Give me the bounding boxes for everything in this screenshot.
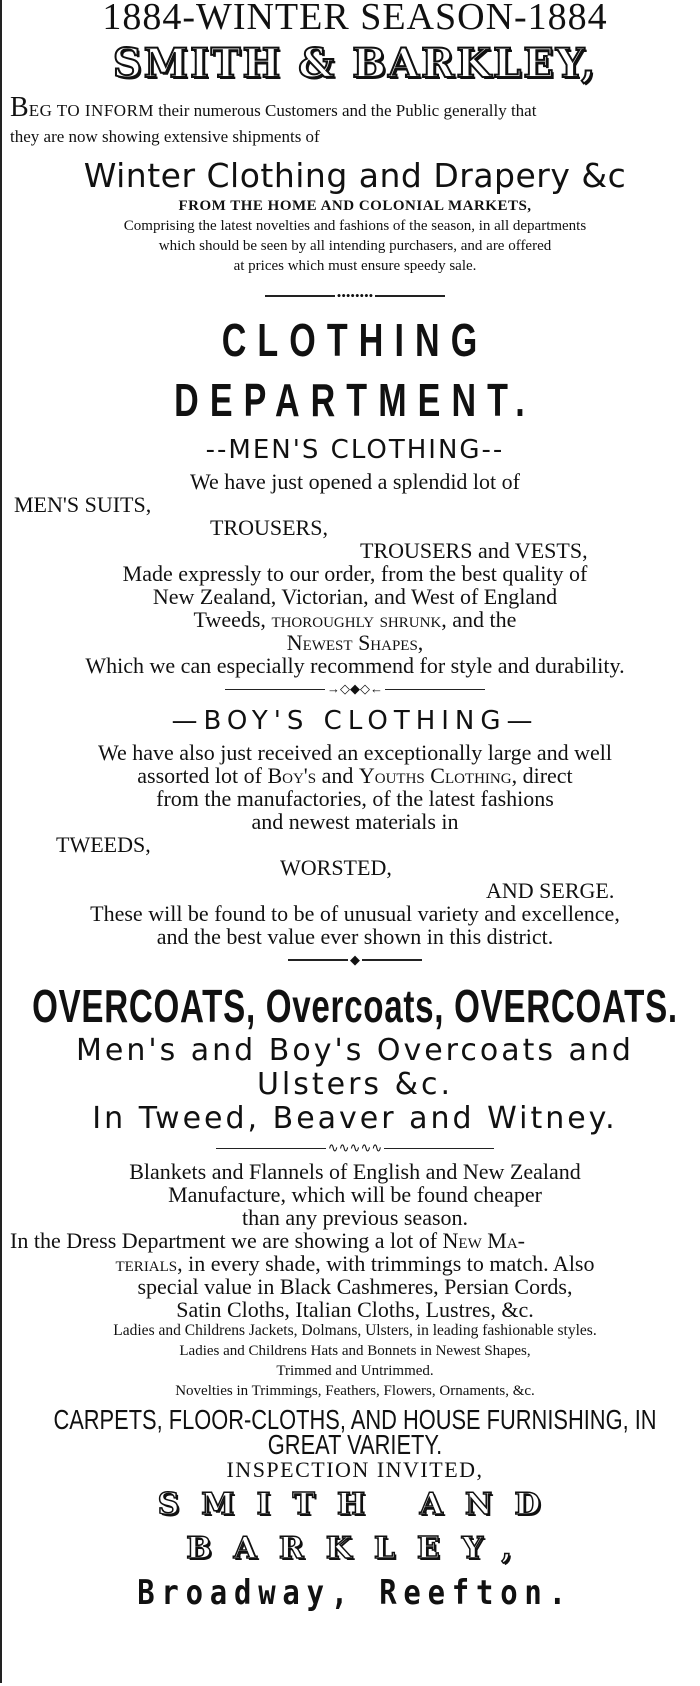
intro-line1: their numerous Customers and the Public generally that [154,101,537,120]
rule-ornament-1: •••••••• [336,288,374,303]
mens-line5: Newest Shapes, [286,630,424,655]
furnishing-line2: GREAT VARIETY. [267,1429,443,1460]
ornamental-rule-1 [10,284,700,308]
rule-ornament-4: ∿∿∿∿∿ [327,1140,383,1155]
drapery-line1: Blankets and Flannels of English and New Zealand [129,1159,581,1184]
ornamental-rule-2 [10,677,700,701]
boys-line2a: assorted lot of [137,763,268,788]
ornamental-rule-3 [10,948,700,972]
drop-cap: B [10,92,29,123]
clothing-department-heading: CLOTHING DEPARTMENT. [174,314,536,426]
markets-line3: which should be seen by all intending purchasers, and are offered [158,238,552,254]
boys-item-tweeds: TWEEDS, [56,832,151,857]
boys-line4: and newest materials in [251,809,459,834]
drapery-line4a: In the Dress Department we are showing a lot of [10,1228,443,1253]
drapery-line9: Ladies and Childrens Hats and Bonnets in Newest Shapes, [179,1343,531,1359]
boys-item-serge: AND SERGE. [486,878,615,903]
drapery-line3: than any previous season. [241,1205,469,1230]
mens-line4b: , and the [441,607,517,632]
boys-line3: from the manufactories, of the latest fashions [156,786,554,811]
ornamental-rule-4 [10,1136,700,1160]
overcoats-heading: OVERCOATS, Overcoats, OVERCOATS. [32,980,678,1032]
firm-name-footer: SMITH AND BARKLEY, [157,1487,563,1566]
mens-item-trousers-vests: TROUSERS and VESTS, [360,538,588,563]
mens-item-suits: MEN'S SUITS, [14,492,152,517]
drapery-line2: Manufacture, which will be found cheaper [168,1182,542,1207]
season-heading: 1884-WINTER SEASON-1884 [102,0,608,38]
mens-line4-shrunk: thoroughly shrunk [271,607,442,632]
drapery-line8: Ladies and Childrens Jackets, Dolmans, Ulsters, in leading fashionable styles. [113,1322,597,1339]
boys-line2c: , direct [511,763,573,788]
drapery-line10: Trimmed and Untrimmed. [276,1363,434,1379]
ladies-paragraph [10,1321,700,1401]
boys-line1: We have also just received an exceptionally large and well [97,740,612,765]
mens-clothing-paragraph [10,470,700,677]
boys-line2-boys: Boy's [267,763,317,788]
drapery-line5b: , in every shade, with trimmings to match. Also [177,1251,595,1276]
furnishing-paragraph [10,1404,700,1460]
intro-caps: EG TO INFORM [28,101,155,120]
mens-line1: We have just opened a splendid lot of [190,469,520,494]
drapery-line4-new: New Ma- [442,1228,525,1253]
rule-ornament-3: ◆ [350,952,360,967]
intro-paragraph [10,92,700,150]
overcoats-line2: Ulsters &c. [256,1067,454,1102]
drapery-line5-materials: terials [115,1251,178,1276]
drapery-line6: special value in Black Cashmeres, Persian Cords, [137,1274,573,1299]
firm-address: Broadway, Reefton. [137,1573,573,1613]
boys-line2b: and [316,763,359,788]
boys-clothing-heading: —BOY'S CLOTHING— [171,706,539,736]
mens-line3: New Zealand, Victorian, and West of England [152,584,558,609]
mens-item-trousers: TROUSERS, [210,515,328,540]
mens-line2: Made expressly to our order, from the best quality of [122,561,588,586]
winter-clothing-heading: Winter Clothing and Drapery &c [83,156,627,195]
markets-line2: Comprising the latest novelties and fashions of the season, in all departments [123,218,587,234]
boys-line6: and the best value ever shown in this district. [156,924,554,949]
furnishing-line1: CARPETS, FLOOR-CLOTHS, AND HOUSE FURNISHING, IN [53,1404,657,1435]
rule-ornament-2: →◇◆◇← [327,681,383,696]
markets-paragraph [10,196,700,276]
markets-line4: at prices which must ensure speedy sale. [233,258,477,274]
boys-item-worsted: WORSTED, [280,855,392,880]
overcoats-line1: Men's and Boy's Overcoats and [76,1033,634,1068]
overcoats-line3: In Tweed, Beaver and Witney. [92,1101,618,1136]
mens-line6: Which we can especially recommend for style and durability. [85,653,625,678]
mens-line4a: Tweeds, [193,607,272,632]
overcoats-paragraph [10,1034,700,1136]
drapery-paragraph [10,1160,700,1321]
boys-line5: These will be found to be of unusual variety and excellence, [90,901,620,926]
markets-line1: FROM THE HOME AND COLONIAL MARKETS, [178,198,532,214]
drapery-line7: Satin Cloths, Italian Cloths, Lustres, &c. [176,1297,534,1322]
drapery-line11: Novelties in Trimmings, Feathers, Flowers, Ornaments, &c. [175,1383,535,1399]
mens-clothing-heading: --MEN'S CLOTHING-- [205,435,505,465]
inspection-invited: INSPECTION INVITED, [226,1457,484,1482]
boys-line2-youths: Youths Clothing [358,763,512,788]
firm-name-heading: SMITH & BARKLEY, [112,40,598,87]
intro-line2: they are now showing extensive shipments of [10,127,320,146]
boys-clothing-paragraph [10,741,700,948]
